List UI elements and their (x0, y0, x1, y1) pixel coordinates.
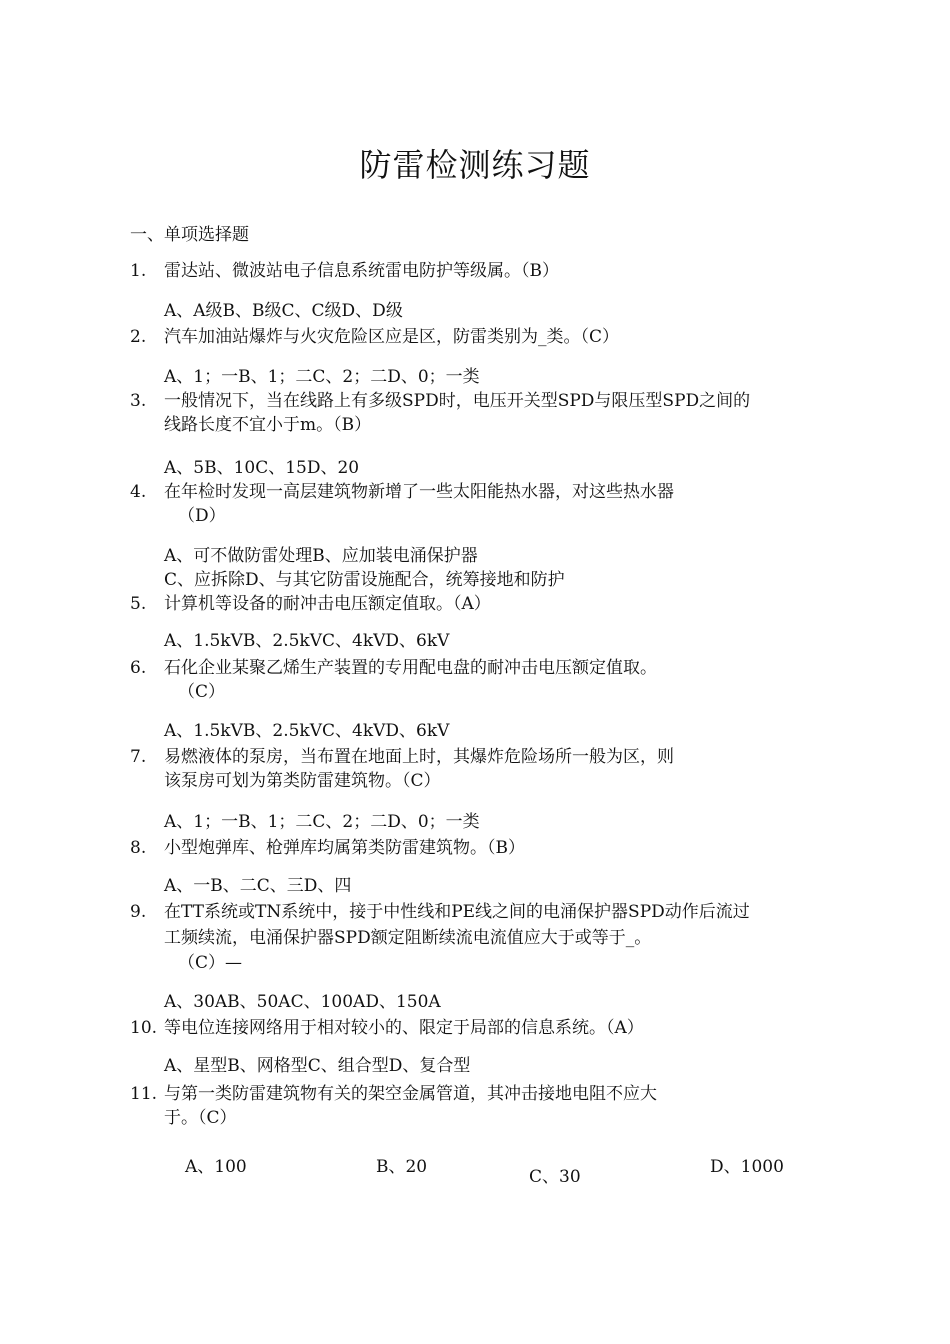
question-number: 8. (130, 838, 147, 858)
question-6-answer: （C） (178, 682, 226, 702)
question-number: 11. (130, 1084, 158, 1104)
question-text: 在TT系统或TN系统中，接于中性线和PE线之间的电涌保护器SPD动作后流过 (164, 902, 750, 922)
option-b: B、20 (376, 1157, 428, 1177)
question-text: 一般情况下，当在线路上有多级SPD时，电压开关型SPD与限压型SPD之间的 (164, 391, 751, 411)
question-text: 易燃液体的泵房，当布置在地面上时，其爆炸危险场所一般为区，则 (164, 747, 674, 767)
question-text: 计算机等设备的耐冲击电压额定值取。（A） (164, 594, 491, 614)
question-number: 7. (130, 747, 147, 767)
question-4-answer: （D） (178, 506, 226, 526)
question-number: 1. (130, 261, 147, 281)
question-text: 雷达站、微波站电子信息系统雷电防护等级属。（B） (164, 261, 559, 281)
question-text: 与第一类防雷建筑物有关的架空金属管道，其冲击接地电阻不应大 (164, 1084, 657, 1104)
question-text: 等电位连接网络用于相对较小的、限定于局部的信息系统。（A） (164, 1018, 644, 1038)
question-number: 3. (130, 391, 147, 411)
question-text: 小型炮弹库、枪弹库均属第类防雷建筑物。（B） (164, 838, 525, 858)
question-4-options-line2: C、应拆除D、与其它防雷设施配合，统筹接地和防护 (164, 570, 565, 590)
question-3-options: A、5B、10C、15D、20 (164, 458, 360, 478)
question-11-text-line2: 于。（C） (164, 1108, 237, 1128)
question-11-options (0, 1148, 950, 1187)
option-a: A、100 (185, 1157, 247, 1177)
page-title: 防雷检测练习题 (359, 146, 591, 184)
question-9-text-line2: 工频续流，电涌保护器SPD额定阻断续流电流值应大于或等于_。 (164, 928, 652, 948)
question-number: 5. (130, 594, 147, 614)
section-heading: 一、单项选择题 (130, 225, 249, 245)
question-7-text-line2: 该泵房可划为第类防雷建筑物。（C） (164, 771, 441, 791)
question-number: 6. (130, 658, 147, 678)
option-c: C、30 (529, 1167, 581, 1187)
question-text: 汽车加油站爆炸与火灾危险区应是区，防雷类别为_类。（C） (164, 327, 620, 347)
question-number: 9. (130, 902, 147, 922)
question-6-options: A、1.5kVB、2.5kVC、4kVD、6kV (164, 721, 450, 741)
question-number: 2. (130, 327, 147, 347)
option-d: D、1000 (710, 1157, 784, 1177)
question-text: 在年检时发现一高层建筑物新增了一些太阳能热水器，对这些热水器 (164, 482, 674, 502)
question-5-options: A、1.5kVB、2.5kVC、4kVD、6kV (164, 631, 450, 651)
question-3-text-line2: 线路长度不宜小于m。（B） (164, 415, 372, 435)
question-number: 10. (130, 1018, 158, 1038)
question-10-options: A、星型B、网格型C、组合型D、复合型 (164, 1056, 471, 1076)
question-4-options-line1: A、可不做防雷处理B、应加装电涌保护器 (164, 546, 478, 566)
question-9-options: A、30AB、50AC、100AD、150A (164, 992, 441, 1012)
question-text: 石化企业某聚乙烯生产装置的专用配电盘的耐冲击电压额定值取。 (164, 658, 657, 678)
question-2-options: A、1；一B、1；二C、2；二D、0；一类 (164, 367, 480, 387)
question-7-options: A、1；一B、1；二C、2；二D、0；一类 (164, 812, 480, 832)
question-1-options: A、A级B、B级C、C级D、D级 (164, 301, 403, 321)
question-number: 4. (130, 482, 147, 502)
question-9-answer: （C）— (178, 953, 243, 973)
question-8-options: A、一B、二C、三D、四 (164, 876, 352, 896)
